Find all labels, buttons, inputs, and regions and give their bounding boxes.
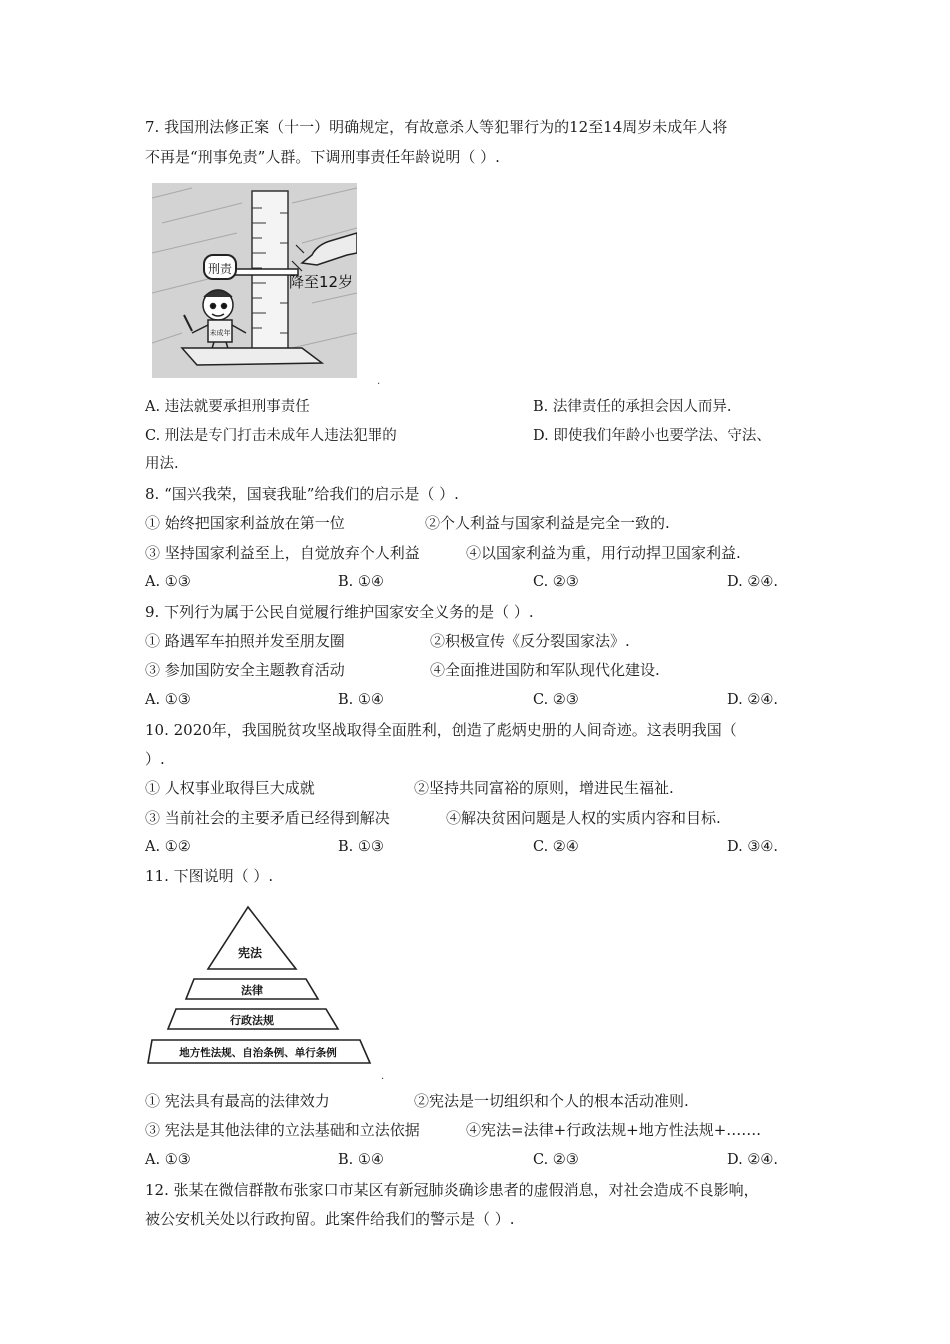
q7-stem-line2: 不再是“刑事免责”人群。下调刑事责任年龄说明（ ）. [145,148,500,166]
q8-statement-4: ④以国家利益为重，用行动捍卫国家利益. [466,544,741,562]
q9-statement-1: ① 路遇军车拍照并发至朋友圈 [145,632,345,650]
pyramid-label-4: 地方性法规、自治条例、单行条例 [179,1047,337,1059]
tag-label: 刑责 [207,262,233,276]
q9-option-d: D. ②④. [727,692,778,708]
q11-statement-3: ③ 宪法是其他法律的立法基础和立法依据 [145,1121,420,1139]
q8-option-a: A. ①③ [145,574,191,590]
q10-statement-2: ②坚持共同富裕的原则，增进民生福祉. [414,779,674,797]
q10-option-c: C. ②④ [533,839,579,855]
q8-option-c: C. ②③ [533,574,579,590]
pyramid-label-3: 行政法规 [230,1014,274,1027]
q10-stem-line2: ）. [145,750,165,768]
q9-statement-4: ④全面推进国防和军队现代化建设. [430,661,660,679]
q11-stem: 11. 下图说明（ ）. [145,867,274,885]
q9-stem: 9. 下列行为属于公民自觉履行维护国家安全义务的是（ ）. [145,603,534,621]
q7-option-d: D. 即使我们年龄小也要学法、守法、 [533,428,771,444]
pyramid-label-2: 法律 [241,984,263,997]
figure-dot-marker-2: . [381,1071,385,1082]
q9-option-c: C. ②③ [533,692,579,708]
q10-option-b: B. ①③ [338,839,384,855]
q9-statement-3: ③ 参加国防安全主题教育活动 [145,661,345,679]
arrow-label: 降至12岁 [289,273,354,291]
q10-option-a: A. ①② [145,839,191,855]
q8-option-b: B. ①④ [338,574,384,590]
q8-statement-3: ③ 坚持国家利益至上，自觉放弃个人利益 [145,544,420,562]
q9-statement-2: ②积极宣传《反分裂国家法》. [430,632,630,650]
q11-option-c: C. ②③ [533,1152,579,1168]
q9-option-b: B. ①④ [338,692,384,708]
q8-option-d: D. ②④. [727,574,778,590]
q11-statement-2: ②宪法是一切组织和个人的根本活动准则. [414,1092,689,1110]
q11-statement-4: ④宪法=法律+行政法规+地方性法规+……. [466,1121,762,1139]
figure-dot-marker: . [377,376,381,387]
q7-option-c: C. 刑法是专门打击未成年人违法犯罪的 [145,428,397,444]
q11-option-d: D. ②④. [727,1152,778,1168]
q7-stem-line1: 7. 我国刑法修正案（十一）明确规定，有故意杀人等犯罪行为的12至14周岁未成年人将 [145,118,728,136]
q11-option-b: B. ①④ [338,1152,384,1168]
q10-statement-3: ③ 当前社会的主要矛盾已经得到解决 [145,809,390,827]
q12-stem-line2: 被公安机关处以行政拘留。此案件给我们的警示是（ ）. [145,1210,515,1228]
q8-statement-2: ②个人利益与国家利益是完全一致的. [425,514,670,532]
q7-option-b: B. 法律责任的承担会因人而异. [533,399,732,415]
q10-stem-line1: 10. 2020年，我国脱贫攻坚战取得全面胜利，创造了彪炳史册的人间奇迹。这表明我国（ [145,721,737,739]
q8-statement-1: ① 始终把国家利益放在第一位 [145,514,345,532]
q7-option-d-continued: 用法. [145,456,179,472]
pyramid-label-1: 宪法 [237,946,263,960]
q11-statement-1: ① 宪法具有最高的法律效力 [145,1092,330,1110]
shirt-label: 未成年 [209,329,231,337]
q10-statement-1: ① 人权事业取得巨大成就 [145,779,315,797]
q7-option-a: A. 违法就要承担刑事责任 [145,399,310,415]
platform [182,348,322,365]
q8-stem: 8. “国兴我荣，国衰我耻”给我们的启示是（ ）. [145,485,459,503]
law-hierarchy-pyramid [146,903,376,1073]
q10-option-d: D. ③④. [727,839,778,855]
q11-option-a: A. ①③ [145,1152,191,1168]
q12-stem-line1: 12. 张某在微信群散布张家口市某区有新冠肺炎确诊患者的虚假消息，对社会造成不良影响， [145,1181,759,1199]
q10-statement-4: ④解决贫困问题是人权的实质内容和目标. [446,809,721,827]
measure-bar [230,269,298,275]
q9-option-a: A. ①③ [145,692,191,708]
q7-cartoon-figure [152,183,357,378]
